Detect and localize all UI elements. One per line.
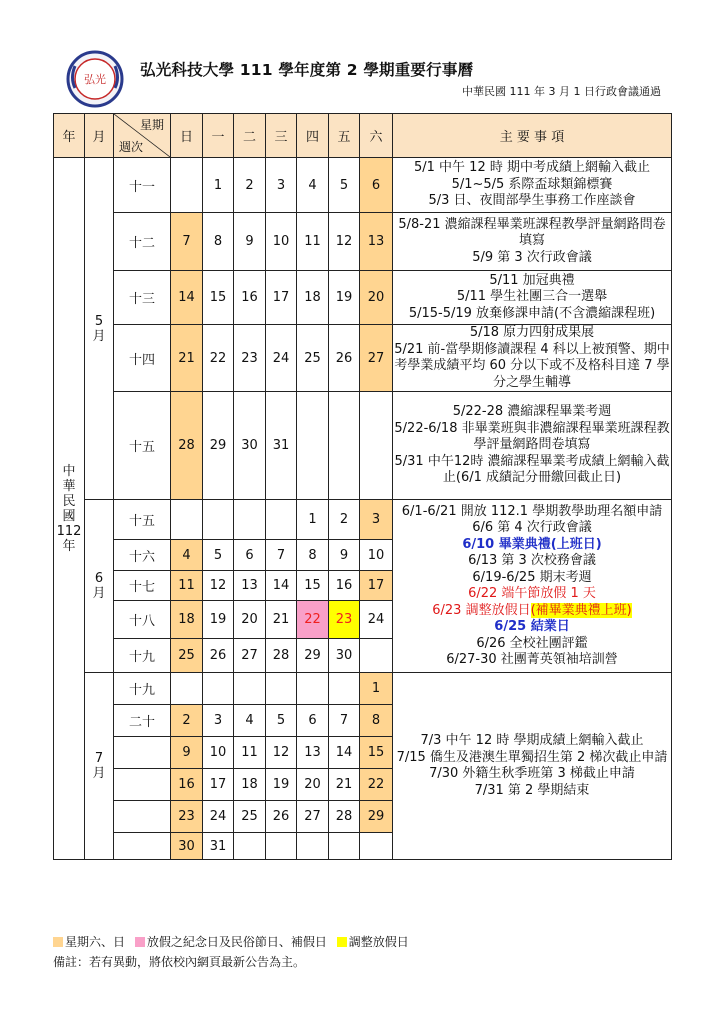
day-cell: 5: [329, 158, 360, 213]
day-cell: [203, 673, 234, 705]
holiday-day-cell: 22: [297, 601, 329, 639]
week-number: 十九: [114, 639, 171, 673]
legend-weekend-swatch: [53, 937, 63, 947]
day-cell: 3: [266, 158, 297, 213]
day-cell: [360, 639, 393, 673]
day-cell: 10: [266, 213, 297, 271]
day-cell: 4: [297, 158, 329, 213]
day-cell: 20: [360, 271, 393, 325]
header-events: 主 要 事 項: [393, 114, 672, 158]
events-june: 6/1-6/21 開放 112.1 學期教學助理名額申請 6/6 第 4 次行政會議 6/10 畢業典禮(上班日) 6/13 第 3 次校務會議 6/19-6/25 期末考週 6/22 端午節放假 1 天 6/23 調整放假日(補畢業典禮上班) 6/25 結業日 6/26 全校社團評鑑 6/27-30 社團菁英領袖培訓營: [393, 500, 672, 673]
day-cell: 2: [171, 705, 203, 737]
week-number: [114, 737, 171, 769]
events-week11: 5/1 中午 12 時 期中考成績上網輸入截止 5/1~5/5 系際盃球類錦標賽 5/3 日、夜間部學生事務工作座談會: [393, 158, 672, 213]
day-cell: 18: [234, 769, 266, 801]
header-week: 週次: [119, 140, 144, 154]
page-title: 弘光科技大學 111 學年度第 2 學期重要行事曆: [140, 61, 474, 79]
header-day-wed: 三: [266, 114, 297, 158]
day-cell: 24: [360, 601, 393, 639]
day-cell: 14: [329, 737, 360, 769]
day-cell: 19: [266, 769, 297, 801]
day-cell: 13: [360, 213, 393, 271]
day-cell: 21: [329, 769, 360, 801]
week-number: [114, 801, 171, 833]
legend-adjusted: 調整放假日: [337, 935, 409, 949]
legend-holiday: 放假之紀念日及民俗節日、補假日: [135, 935, 331, 949]
legend-weekend: 星期六、日: [53, 935, 129, 949]
day-cell: 10: [360, 540, 393, 571]
year-cell: 中 華 民 國 112 年: [54, 158, 85, 860]
day-cell: 11: [234, 737, 266, 769]
calendar-table: [53, 113, 672, 860]
week-number: 十一: [114, 158, 171, 213]
week-number: 十四: [114, 325, 171, 392]
day-cell: [329, 833, 360, 860]
day-cell: 28: [266, 639, 297, 673]
day-cell: 17: [203, 769, 234, 801]
day-cell: 14: [266, 571, 297, 601]
week-number: [114, 769, 171, 801]
week-number: 十九: [114, 673, 171, 705]
events-week15: 5/22-28 濃縮課程畢業考週 5/22-6/18 非畢業班與非濃縮課程畢業班課程教學評量網路問卷填寫 5/31 中午12時 濃縮課程畢業考成績上網輸入截止(6/1 成績記分冊繳回截止日): [393, 392, 672, 500]
day-cell: 11: [297, 213, 329, 271]
day-cell: 25: [171, 639, 203, 673]
week-number: 二十: [114, 705, 171, 737]
day-cell: [360, 392, 393, 500]
events-week13: 5/11 加冠典禮 5/11 學生社團三合一選舉 5/15-5/19 放棄修課申請(不含濃縮課程班): [393, 271, 672, 325]
day-cell: 13: [297, 737, 329, 769]
header-year: 年: [54, 114, 85, 158]
day-cell: 25: [234, 801, 266, 833]
day-cell: 11: [171, 571, 203, 601]
day-cell: 10: [203, 737, 234, 769]
day-cell: 30: [329, 639, 360, 673]
day-cell: 27: [360, 325, 393, 392]
day-cell: [297, 673, 329, 705]
legend-holiday-swatch: [135, 937, 145, 947]
day-cell: 29: [203, 392, 234, 500]
header-day-thu: 四: [297, 114, 329, 158]
day-cell: 7: [266, 540, 297, 571]
events-week12: 5/8-21 濃縮課程畢業班課程教學評量網路問卷填寫 5/9 第 3 次行政會議: [393, 213, 672, 271]
day-cell: 12: [203, 571, 234, 601]
day-cell: 16: [234, 271, 266, 325]
week-number: 十五: [114, 500, 171, 540]
day-cell: 20: [234, 601, 266, 639]
header-day-mon: 一: [203, 114, 234, 158]
day-cell: [171, 673, 203, 705]
day-cell: 21: [266, 601, 297, 639]
day-cell: 6: [297, 705, 329, 737]
day-cell: 4: [234, 705, 266, 737]
week-number: 十二: [114, 213, 171, 271]
day-cell: [297, 833, 329, 860]
week-number: 十三: [114, 271, 171, 325]
header-month: 月: [85, 114, 114, 158]
week-row: [54, 158, 672, 213]
day-cell: 24: [266, 325, 297, 392]
week-row: [54, 325, 672, 392]
day-cell: 1: [203, 158, 234, 213]
day-cell: 22: [203, 325, 234, 392]
day-cell: [203, 500, 234, 540]
day-cell: 5: [266, 705, 297, 737]
day-cell: [329, 392, 360, 500]
day-cell: 15: [360, 737, 393, 769]
day-cell: 9: [171, 737, 203, 769]
logo-text: 弘光: [84, 73, 106, 86]
day-cell: 20: [297, 769, 329, 801]
week-number: 十八: [114, 601, 171, 639]
day-cell: 19: [203, 601, 234, 639]
week-row: [54, 271, 672, 325]
day-cell: [329, 673, 360, 705]
week-row: [54, 213, 672, 271]
day-cell: 26: [203, 639, 234, 673]
week-row: [54, 500, 672, 540]
day-cell: 8: [297, 540, 329, 571]
day-cell: 29: [360, 801, 393, 833]
day-cell: 18: [297, 271, 329, 325]
day-cell: 12: [266, 737, 297, 769]
week-row: [54, 673, 672, 705]
legend-adjusted-swatch: [337, 937, 347, 947]
day-cell: 7: [171, 213, 203, 271]
day-cell: 15: [203, 271, 234, 325]
month-may: 5 月: [85, 158, 114, 500]
legend: [53, 933, 415, 950]
header-row: [54, 114, 672, 158]
day-cell: 5: [203, 540, 234, 571]
day-cell: [266, 833, 297, 860]
day-cell: 23: [171, 801, 203, 833]
day-cell: 21: [171, 325, 203, 392]
day-cell: 26: [266, 801, 297, 833]
day-cell: 23: [234, 325, 266, 392]
day-cell: 29: [297, 639, 329, 673]
week-number: 十七: [114, 571, 171, 601]
day-cell: 2: [329, 500, 360, 540]
day-cell: [266, 673, 297, 705]
day-cell: 3: [203, 705, 234, 737]
day-cell: [234, 500, 266, 540]
day-cell: 1: [297, 500, 329, 540]
header-day-fri: 五: [329, 114, 360, 158]
day-cell: 3: [360, 500, 393, 540]
day-cell: 22: [360, 769, 393, 801]
day-cell: 4: [171, 540, 203, 571]
day-cell: 13: [234, 571, 266, 601]
header-day-sun: 日: [171, 114, 203, 158]
day-cell: 31: [266, 392, 297, 500]
day-cell: [171, 500, 203, 540]
adjusted-day-cell: 23: [329, 601, 360, 639]
week-row: [54, 392, 672, 500]
university-logo: [66, 50, 124, 108]
day-cell: 17: [360, 571, 393, 601]
day-cell: 6: [360, 158, 393, 213]
month-july: 7 月: [85, 673, 114, 860]
day-cell: 9: [234, 213, 266, 271]
day-cell: 9: [329, 540, 360, 571]
day-cell: 31: [203, 833, 234, 860]
approval-note: 中華民國 111 年 3 月 1 日行政會議通過: [462, 85, 661, 98]
day-cell: [297, 392, 329, 500]
day-cell: 30: [171, 833, 203, 860]
day-cell: 30: [234, 392, 266, 500]
day-cell: 16: [329, 571, 360, 601]
day-cell: [234, 833, 266, 860]
header-weekday: 星期: [139, 118, 164, 132]
day-cell: 27: [297, 801, 329, 833]
day-cell: 25: [297, 325, 329, 392]
day-cell: 15: [297, 571, 329, 601]
day-cell: 8: [203, 213, 234, 271]
week-number: 十五: [114, 392, 171, 500]
day-cell: 24: [203, 801, 234, 833]
day-cell: 26: [329, 325, 360, 392]
events-july: 7/3 中午 12 時 學期成績上網輸入截止 7/15 僑生及港澳生單獨招生第 2 梯次截止申請 7/30 外籍生秋季班第 3 梯截止申請 7/31 第 2 學期結束: [393, 673, 672, 860]
header-day-sat: 六: [360, 114, 393, 158]
day-cell: 6: [234, 540, 266, 571]
day-cell: 12: [329, 213, 360, 271]
week-number: 十六: [114, 540, 171, 571]
day-cell: 7: [329, 705, 360, 737]
day-cell: 27: [234, 639, 266, 673]
day-cell: 14: [171, 271, 203, 325]
day-cell: 2: [234, 158, 266, 213]
day-cell: [234, 673, 266, 705]
day-cell: 28: [329, 801, 360, 833]
day-cell: 17: [266, 271, 297, 325]
month-june: 6 月: [85, 500, 114, 673]
day-cell: 1: [360, 673, 393, 705]
day-cell: [266, 500, 297, 540]
day-cell: [171, 158, 203, 213]
footnote: 備註：若有異動，將依校內網頁最新公告為主。: [53, 955, 306, 969]
header-day-tue: 二: [234, 114, 266, 158]
week-number: [114, 833, 171, 860]
header-weekday-week: [114, 114, 171, 158]
day-cell: 28: [171, 392, 203, 500]
day-cell: 18: [171, 601, 203, 639]
day-cell: 16: [171, 769, 203, 801]
day-cell: 19: [329, 271, 360, 325]
day-cell: 8: [360, 705, 393, 737]
day-cell: [360, 833, 393, 860]
events-week14: 5/18 原力四射成果展 5/21 前-當學期修讀課程 4 科以上被預警、期中考學業成績平均 60 分以下或不及格科目達 7 學分之學生輔導: [394, 325, 670, 390]
